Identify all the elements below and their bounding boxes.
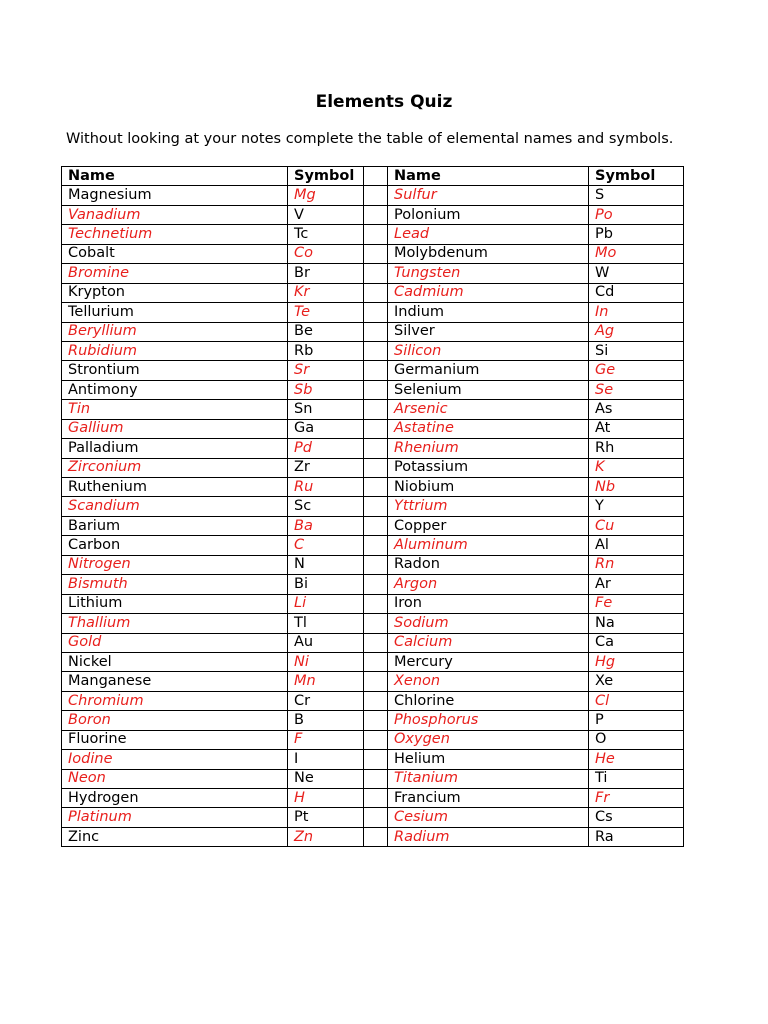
element-name-cell: Copper (388, 516, 589, 535)
element-name-cell: Iron (388, 594, 589, 613)
instructions-text: Without looking at your notes complete the table of elemental names and symbols. (66, 131, 674, 147)
table-row (62, 750, 684, 769)
element-name-cell: Chromium (62, 691, 288, 710)
element-symbol-cell: Zn (288, 827, 364, 846)
element-symbol-cell: Cs (589, 808, 684, 827)
table-row (62, 322, 684, 341)
table-row (62, 730, 684, 749)
column-gap (364, 478, 388, 497)
element-name-cell: Ruthenium (62, 478, 288, 497)
column-gap (364, 827, 388, 846)
column-gap (364, 652, 388, 671)
element-symbol-cell: Mg (288, 186, 364, 205)
column-gap (364, 730, 388, 749)
element-symbol-cell: Sb (288, 380, 364, 399)
column-gap (364, 400, 388, 419)
element-name-cell: Indium (388, 303, 589, 322)
element-symbol-cell: Cr (288, 691, 364, 710)
element-symbol-cell: I (288, 750, 364, 769)
element-name-cell: Niobium (388, 478, 589, 497)
column-gap (364, 341, 388, 360)
element-symbol-cell: Kr (288, 283, 364, 302)
column-gap (364, 575, 388, 594)
column-gap (364, 264, 388, 283)
column-gap (364, 769, 388, 788)
element-name-cell: Manganese (62, 672, 288, 691)
table-row (62, 555, 684, 574)
table-row (62, 536, 684, 555)
column-gap (364, 458, 388, 477)
element-name-cell: Lithium (62, 594, 288, 613)
column-gap (364, 283, 388, 302)
table-row (62, 614, 684, 633)
table-row (62, 400, 684, 419)
element-symbol-cell: Ga (288, 419, 364, 438)
element-symbol-cell: Zr (288, 458, 364, 477)
table-row (62, 439, 684, 458)
element-symbol-cell: Ar (589, 575, 684, 594)
element-symbol-cell: P (589, 711, 684, 730)
column-gap (364, 380, 388, 399)
element-symbol-cell: Nb (589, 478, 684, 497)
table-row (62, 478, 684, 497)
element-symbol-cell: Tc (288, 225, 364, 244)
element-symbol-cell: Pt (288, 808, 364, 827)
table-row (62, 808, 684, 827)
column-gap (364, 439, 388, 458)
element-symbol-cell: Ag (589, 322, 684, 341)
table-row (62, 672, 684, 691)
table-body (62, 186, 684, 847)
element-symbol-cell: Cu (589, 516, 684, 535)
element-symbol-cell: Rn (589, 555, 684, 574)
element-name-cell: Molybdenum (388, 244, 589, 263)
element-name-cell: Magnesium (62, 186, 288, 205)
element-name-cell: Aluminum (388, 536, 589, 555)
element-name-cell: Oxygen (388, 730, 589, 749)
element-name-cell: Lead (388, 225, 589, 244)
element-symbol-cell: Ru (288, 478, 364, 497)
column-gap (364, 750, 388, 769)
element-name-cell: Nitrogen (62, 555, 288, 574)
element-name-cell: Beryllium (62, 322, 288, 341)
element-symbol-cell: Be (288, 322, 364, 341)
table-row (62, 652, 684, 671)
element-name-cell: Astatine (388, 419, 589, 438)
table-row (62, 497, 684, 516)
element-symbol-cell: Hg (589, 652, 684, 671)
element-symbol-cell: W (589, 264, 684, 283)
table-row (62, 691, 684, 710)
element-symbol-cell: Cd (589, 283, 684, 302)
element-symbol-cell: Si (589, 341, 684, 360)
element-symbol-cell: N (288, 555, 364, 574)
element-name-cell: Thallium (62, 614, 288, 633)
table-row (62, 303, 684, 322)
element-name-cell: Francium (388, 789, 589, 808)
element-name-cell: Selenium (388, 380, 589, 399)
element-name-cell: Tellurium (62, 303, 288, 322)
element-name-cell: Iodine (62, 750, 288, 769)
element-name-cell: Rubidium (62, 341, 288, 360)
column-gap (364, 244, 388, 263)
column-gap (364, 555, 388, 574)
table-row (62, 827, 684, 846)
table-row (62, 633, 684, 652)
element-symbol-cell: Pb (589, 225, 684, 244)
element-symbol-cell: C (288, 536, 364, 555)
element-name-cell: Silicon (388, 341, 589, 360)
column-gap (364, 167, 388, 186)
table-row (62, 769, 684, 788)
element-symbol-cell: K (589, 458, 684, 477)
element-symbol-cell: He (589, 750, 684, 769)
element-name-cell: Sulfur (388, 186, 589, 205)
table-row (62, 380, 684, 399)
element-name-cell: Strontium (62, 361, 288, 380)
element-name-cell: Polonium (388, 205, 589, 224)
column-gap (364, 225, 388, 244)
element-symbol-cell: Al (589, 536, 684, 555)
element-name-cell: Gold (62, 633, 288, 652)
element-name-cell: Krypton (62, 283, 288, 302)
element-symbol-cell: At (589, 419, 684, 438)
element-symbol-cell: Pd (288, 439, 364, 458)
column-gap (364, 303, 388, 322)
element-symbol-cell: Ti (589, 769, 684, 788)
column-gap (364, 633, 388, 652)
table-row (62, 711, 684, 730)
element-name-cell: Nickel (62, 652, 288, 671)
table-row (62, 789, 684, 808)
column-gap (364, 789, 388, 808)
element-name-cell: Potassium (388, 458, 589, 477)
header-name-left: Name (62, 167, 288, 186)
element-name-cell: Platinum (62, 808, 288, 827)
element-name-cell: Radium (388, 827, 589, 846)
element-name-cell: Sodium (388, 614, 589, 633)
element-symbol-cell: Mn (288, 672, 364, 691)
table-row (62, 283, 684, 302)
element-symbol-cell: V (288, 205, 364, 224)
column-gap (364, 205, 388, 224)
element-symbol-cell: Y (589, 497, 684, 516)
column-gap (364, 419, 388, 438)
element-symbol-cell: Ca (589, 633, 684, 652)
table-row (62, 244, 684, 263)
element-symbol-cell: Na (589, 614, 684, 633)
element-symbol-cell: Co (288, 244, 364, 263)
element-name-cell: Tin (62, 400, 288, 419)
element-name-cell: Tungsten (388, 264, 589, 283)
element-symbol-cell: F (288, 730, 364, 749)
column-gap (364, 497, 388, 516)
element-name-cell: Zinc (62, 827, 288, 846)
element-name-cell: Barium (62, 516, 288, 535)
element-name-cell: Silver (388, 322, 589, 341)
table-row (62, 264, 684, 283)
column-gap (364, 322, 388, 341)
element-symbol-cell: Rb (288, 341, 364, 360)
table-row (62, 575, 684, 594)
table-row (62, 225, 684, 244)
element-name-cell: Boron (62, 711, 288, 730)
element-symbol-cell: Sr (288, 361, 364, 380)
element-symbol-cell: Ni (288, 652, 364, 671)
column-gap (364, 614, 388, 633)
element-symbol-cell: Sn (288, 400, 364, 419)
element-symbol-cell: Br (288, 264, 364, 283)
header-symbol-right: Symbol (589, 167, 684, 186)
element-symbol-cell: Cl (589, 691, 684, 710)
element-name-cell: Calcium (388, 633, 589, 652)
column-gap (364, 186, 388, 205)
column-gap (364, 516, 388, 535)
element-symbol-cell: Te (288, 303, 364, 322)
element-name-cell: Chlorine (388, 691, 589, 710)
element-symbol-cell: Fe (589, 594, 684, 613)
table-row (62, 186, 684, 205)
element-symbol-cell: O (589, 730, 684, 749)
element-symbol-cell: Po (589, 205, 684, 224)
table-row (62, 419, 684, 438)
column-gap (364, 691, 388, 710)
element-name-cell: Hydrogen (62, 789, 288, 808)
element-symbol-cell: Li (288, 594, 364, 613)
element-symbol-cell: Sc (288, 497, 364, 516)
column-gap (364, 672, 388, 691)
elements-table (61, 166, 684, 847)
column-gap (364, 361, 388, 380)
header-symbol-left: Symbol (288, 167, 364, 186)
element-symbol-cell: Mo (589, 244, 684, 263)
element-name-cell: Scandium (62, 497, 288, 516)
element-symbol-cell: B (288, 711, 364, 730)
element-name-cell: Rhenium (388, 439, 589, 458)
element-symbol-cell: Bi (288, 575, 364, 594)
element-name-cell: Bismuth (62, 575, 288, 594)
table-row (62, 361, 684, 380)
element-name-cell: Neon (62, 769, 288, 788)
element-name-cell: Palladium (62, 439, 288, 458)
element-name-cell: Vanadium (62, 205, 288, 224)
element-symbol-cell: Au (288, 633, 364, 652)
table-row (62, 458, 684, 477)
element-name-cell: Bromine (62, 264, 288, 283)
element-symbol-cell: Se (589, 380, 684, 399)
element-symbol-cell: Ge (589, 361, 684, 380)
element-symbol-cell: Xe (589, 672, 684, 691)
element-name-cell: Gallium (62, 419, 288, 438)
table-header-row (62, 167, 684, 186)
table-row (62, 341, 684, 360)
element-symbol-cell: Tl (288, 614, 364, 633)
element-name-cell: Cesium (388, 808, 589, 827)
element-name-cell: Helium (388, 750, 589, 769)
element-symbol-cell: In (589, 303, 684, 322)
element-name-cell: Argon (388, 575, 589, 594)
element-symbol-cell: Ne (288, 769, 364, 788)
element-symbol-cell: H (288, 789, 364, 808)
element-name-cell: Titanium (388, 769, 589, 788)
element-name-cell: Phosphorus (388, 711, 589, 730)
header-name-right: Name (388, 167, 589, 186)
column-gap (364, 536, 388, 555)
element-symbol-cell: S (589, 186, 684, 205)
element-symbol-cell: Rh (589, 439, 684, 458)
element-name-cell: Yttrium (388, 497, 589, 516)
element-name-cell: Arsenic (388, 400, 589, 419)
element-symbol-cell: Ba (288, 516, 364, 535)
element-name-cell: Xenon (388, 672, 589, 691)
element-symbol-cell: As (589, 400, 684, 419)
column-gap (364, 808, 388, 827)
element-name-cell: Germanium (388, 361, 589, 380)
element-name-cell: Carbon (62, 536, 288, 555)
table-row (62, 594, 684, 613)
element-name-cell: Radon (388, 555, 589, 574)
table-row (62, 516, 684, 535)
element-name-cell: Mercury (388, 652, 589, 671)
element-name-cell: Cobalt (62, 244, 288, 263)
element-name-cell: Technetium (62, 225, 288, 244)
column-gap (364, 711, 388, 730)
element-symbol-cell: Ra (589, 827, 684, 846)
table-row (62, 205, 684, 224)
element-name-cell: Cadmium (388, 283, 589, 302)
element-symbol-cell: Fr (589, 789, 684, 808)
element-name-cell: Antimony (62, 380, 288, 399)
column-gap (364, 594, 388, 613)
element-name-cell: Fluorine (62, 730, 288, 749)
element-name-cell: Zirconium (62, 458, 288, 477)
page-title: Elements Quiz (315, 92, 453, 112)
